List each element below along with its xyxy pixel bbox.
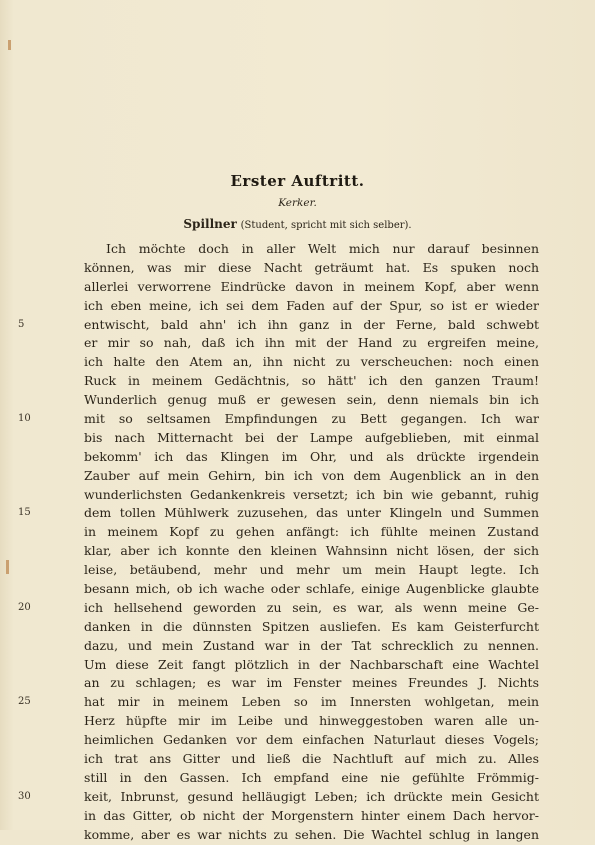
text-line bbox=[84, 712, 539, 731]
line-number: 20 bbox=[18, 601, 31, 613]
page-edge-mark bbox=[8, 40, 11, 50]
page-edge-mark bbox=[6, 560, 9, 574]
text-line bbox=[84, 826, 539, 845]
line-text: besann mich, ob ich wache oder schlafe, einige Augenblicke glaubte bbox=[84, 581, 539, 597]
stage-direction: (Student, spricht mit sich selber). bbox=[240, 220, 412, 231]
text-line bbox=[84, 353, 539, 372]
line-text: in meinem Kopf zu gehen anfängt: ich fühlte meinen Zustand bbox=[84, 524, 539, 540]
line-text: Ich möchte doch in aller Welt mich nur darauf besinnen bbox=[106, 241, 539, 256]
line-text: dem tollen Mühlwerk zuzusehen, das unter Klingeln und Summen bbox=[84, 505, 539, 521]
text-line bbox=[84, 542, 539, 561]
speaker-name: Spillner bbox=[183, 217, 237, 231]
text-line bbox=[84, 372, 539, 391]
text-line bbox=[18, 316, 539, 335]
text-line bbox=[84, 259, 539, 278]
text-line bbox=[84, 769, 539, 788]
line-text: klar, aber ich konnte den kleinen Wahnsinn nicht lösen, der sich bbox=[84, 543, 539, 559]
text-line bbox=[84, 656, 539, 675]
line-text: bis nach Mitternacht bei der Lampe aufgeblieben, mit einmal bbox=[84, 429, 539, 445]
line-text: bekomm' ich das Klingen im Ohr, und als drückte irgendein bbox=[84, 448, 539, 464]
line-text: hat mir in meinem Leben so im Innersten wohlgetan, mein bbox=[84, 694, 539, 710]
line-text: an zu schlagen; es war im Fenster meines Freundes J. Nichts bbox=[84, 675, 539, 691]
line-text: komme, aber es war nichts zu sehen. Die Wachtel schlug in langen bbox=[84, 826, 539, 842]
line-text: dazu, und mein Zustand war in der Tat schrecklich zu nennen. bbox=[84, 637, 539, 653]
line-text: Ruck in meinem Gedächtnis, so hätt' ich den ganzen Traum! bbox=[84, 373, 539, 389]
text-line bbox=[84, 561, 539, 580]
line-text: allerlei verworrene Eindrücke davon in meinem Kopf, aber wenn bbox=[84, 278, 539, 294]
line-text: heimlichen Gedanken vor dem einfachen Naturlaut dieses Vogels; bbox=[84, 732, 539, 748]
text-line bbox=[18, 693, 539, 712]
text-line bbox=[84, 429, 539, 448]
line-text: Zauber auf mein Gehirn, bin ich von dem Augenblick an in den bbox=[84, 467, 539, 483]
line-number: 25 bbox=[18, 696, 31, 708]
line-text: keit, Inbrunst, gesund helläugigt Leben; ich drückte mein Gesicht bbox=[84, 788, 539, 804]
line-text: danken in die dünnsten Spitzen ausliefen. Es kam Geisterfurcht bbox=[84, 618, 539, 634]
line-text: ich halte den Atem an, ihn nicht zu verscheuchen: noch einen bbox=[84, 354, 539, 370]
text-line bbox=[84, 750, 539, 769]
line-text: leise, betäubend, mehr und mehr um mein Haupt legte. Ich bbox=[84, 562, 539, 578]
line-text: in das Gitter, ob nicht der Morgenstern hinter einem Dach hervor- bbox=[84, 807, 539, 823]
line-text: Wunderlich genug muß er gewesen sein, denn niemals bin ich bbox=[84, 392, 539, 408]
text-line bbox=[84, 674, 539, 693]
line-text: still in den Gassen. Ich empfand eine nie gefühlte Frömmig- bbox=[84, 769, 539, 785]
line-text: mit so seltsamen Empfindungen zu Bett gegangen. Ich war bbox=[84, 411, 539, 427]
text-line bbox=[18, 504, 539, 523]
text-line bbox=[84, 731, 539, 750]
text-line bbox=[18, 788, 539, 807]
line-number: 10 bbox=[18, 413, 31, 425]
text-line bbox=[84, 240, 539, 259]
text-line bbox=[84, 486, 539, 505]
text-line bbox=[84, 523, 539, 542]
line-text: Um diese Zeit fangt plötzlich in der Nachbarschaft eine Wachtel bbox=[84, 656, 539, 672]
line-number: 30 bbox=[18, 790, 31, 802]
text-line bbox=[84, 334, 539, 353]
text-line bbox=[84, 278, 539, 297]
line-text: ich hellsehend geworden zu sein, es war, als wenn meine Ge- bbox=[84, 599, 539, 615]
line-text: entwischt, bald ahn' ich ihn ganz in der Ferne, bald schwebt bbox=[84, 316, 539, 332]
text-line bbox=[84, 448, 539, 467]
text-line bbox=[84, 467, 539, 486]
text-line bbox=[84, 391, 539, 410]
speaker-line bbox=[0, 217, 595, 231]
line-text: er mir so nah, daß ich ihn mit der Hand zu ergreifen meine, bbox=[84, 335, 539, 351]
scene-location: Kerker. bbox=[278, 197, 317, 209]
body-text bbox=[18, 240, 539, 845]
line-text: Herz hüpfte mir im Leibe und hinweggestoben waren alle un- bbox=[84, 713, 539, 729]
text-line bbox=[84, 297, 539, 316]
text-line bbox=[18, 410, 539, 429]
line-number: 5 bbox=[18, 318, 25, 330]
text-line bbox=[18, 599, 539, 618]
scene-heading: Erster Auftritt. bbox=[230, 172, 365, 190]
text-line bbox=[84, 807, 539, 826]
text-line bbox=[84, 637, 539, 656]
text-line bbox=[84, 618, 539, 637]
text-line bbox=[84, 580, 539, 599]
line-number: 15 bbox=[18, 507, 31, 519]
line-text: ich trat ans Gitter und ließ die Nachtluft auf mich zu. Alles bbox=[84, 751, 539, 767]
line-text: ich eben meine, ich sei dem Faden auf der Spur, so ist er wieder bbox=[84, 297, 539, 313]
line-text: wunderlichsten Gedankenkreis versetzt; ich bin wie gebannt, ruhig bbox=[84, 486, 539, 502]
line-text: können, was mir diese Nacht geträumt hat. Es spuken noch bbox=[84, 259, 539, 275]
